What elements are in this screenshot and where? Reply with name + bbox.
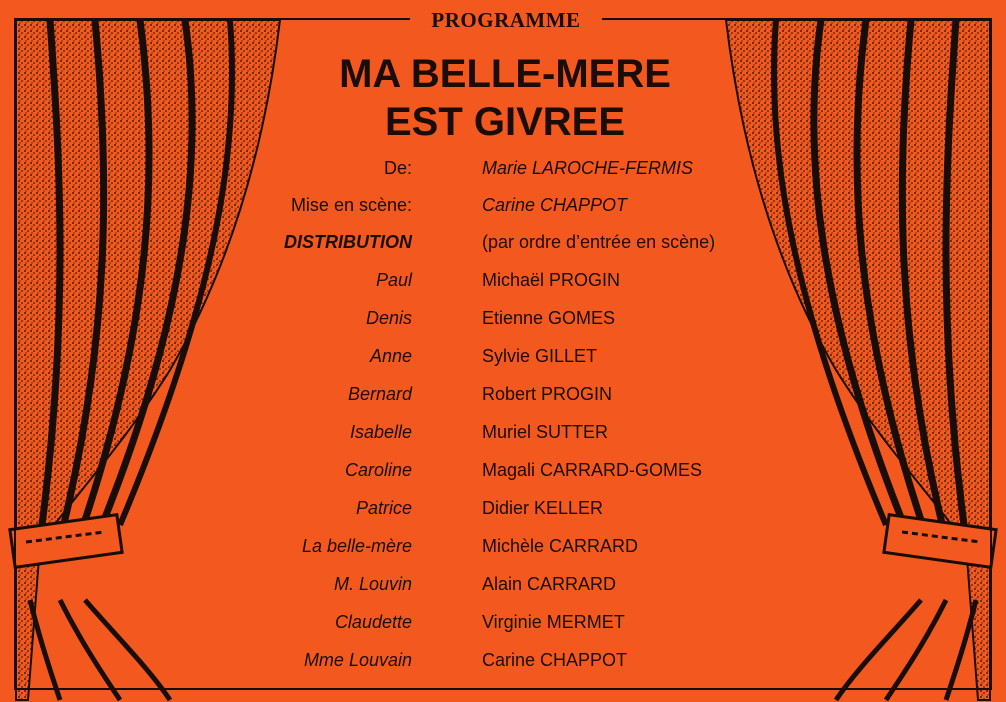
cast-role: M. Louvin — [333, 574, 412, 594]
cast-role: Denis — [365, 308, 412, 328]
cast-role: Patrice — [355, 498, 412, 518]
cast-actor: Michèle CARRARD — [482, 536, 639, 556]
distribution-note: (par ordre d’entrée en scène) — [482, 232, 716, 252]
play-title — [220, 50, 790, 146]
credit-role: De: — [383, 158, 412, 178]
cast-row — [0, 612, 1006, 642]
cast-actor: Michaël PROGIN — [482, 270, 621, 290]
play-title-line-1: MA BELLE-MERE — [339, 52, 671, 96]
cast-row — [0, 574, 1006, 604]
distribution-heading: DISTRIBUTION — [284, 232, 412, 252]
frame-bottom-line — [14, 688, 992, 690]
cast-actor: Sylvie GILLET — [482, 346, 598, 366]
cast-role: Claudette — [334, 612, 412, 632]
credit-row-director — [0, 195, 1006, 225]
credit-role: Mise en scène: — [290, 195, 412, 215]
cast-actor: Magali CARRARD-GOMES — [482, 460, 703, 480]
cast-actor: Carine CHAPPOT — [482, 650, 628, 670]
cast-row — [0, 536, 1006, 566]
credit-name: Marie LAROCHE-FERMIS — [482, 158, 694, 178]
cast-row — [0, 422, 1006, 452]
cast-row — [0, 270, 1006, 300]
cast-actor: Etienne GOMES — [482, 308, 616, 328]
cast-actor: Muriel SUTTER — [482, 422, 609, 442]
cast-row — [0, 498, 1006, 528]
credit-row-author — [0, 158, 1006, 188]
credit-row-distribution — [0, 232, 1006, 262]
cast-row — [0, 650, 1006, 680]
cast-role: Paul — [375, 270, 412, 290]
cast-actor: Didier KELLER — [482, 498, 604, 518]
cast-role: Mme Louvain — [303, 650, 412, 670]
cast-actor: Robert PROGIN — [482, 384, 613, 404]
cast-row — [0, 308, 1006, 338]
credit-name: Carine CHAPPOT — [482, 195, 628, 215]
cast-role: La belle-mère — [301, 536, 412, 556]
cast-row — [0, 460, 1006, 490]
programme-heading: PROGRAMME — [410, 8, 602, 33]
cast-role: Isabelle — [349, 422, 412, 442]
cast-row — [0, 384, 1006, 414]
cast-row — [0, 346, 1006, 376]
cast-actor: Virginie MERMET — [482, 612, 625, 632]
cast-role: Bernard — [347, 384, 412, 404]
cast-actor: Alain CARRARD — [482, 574, 617, 594]
cast-role: Anne — [369, 346, 412, 366]
play-title-line-2: EST GIVREE — [384, 100, 626, 144]
cast-role: Caroline — [344, 460, 412, 480]
